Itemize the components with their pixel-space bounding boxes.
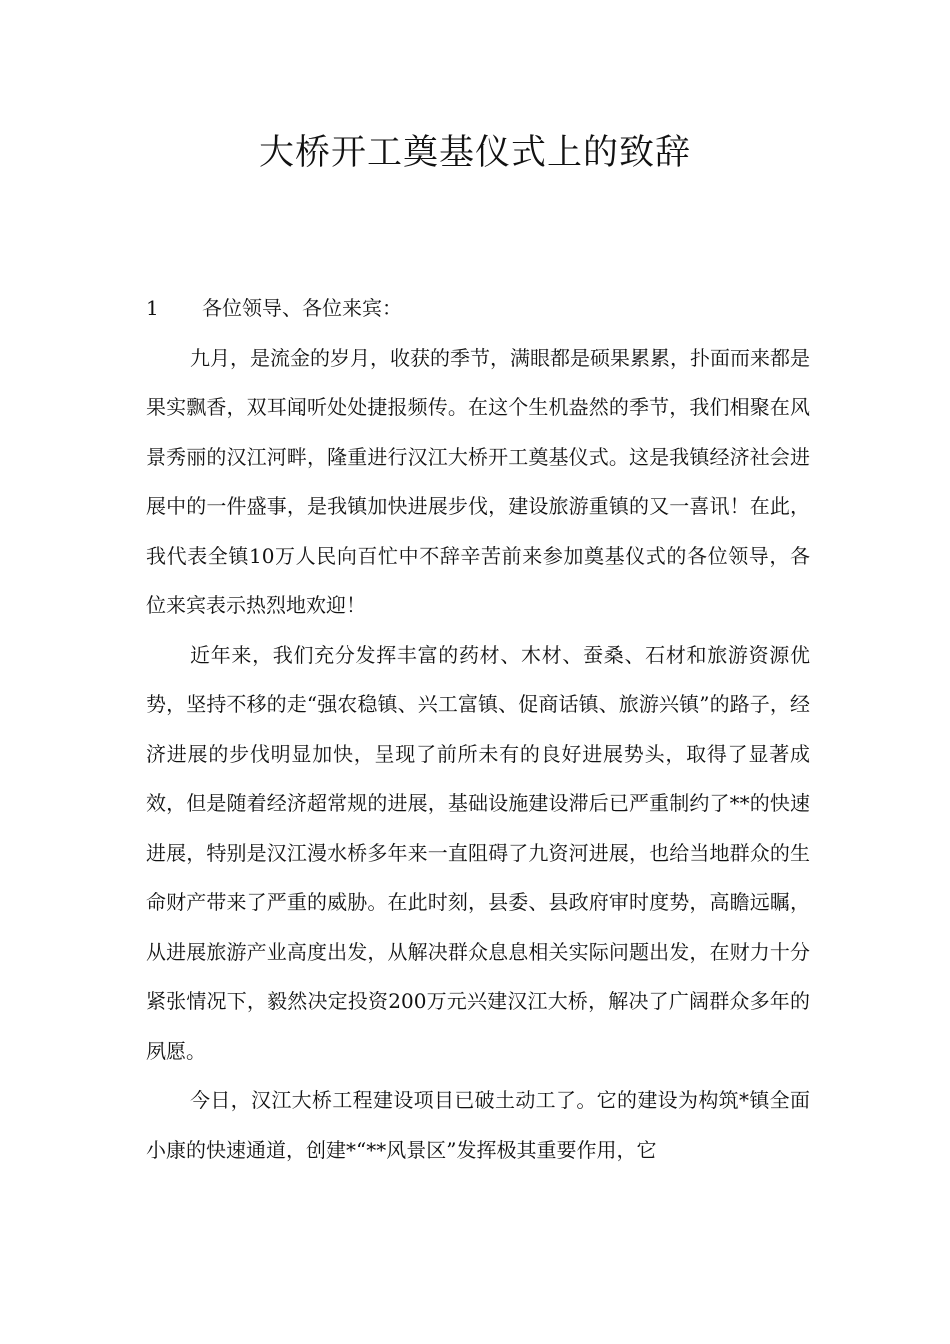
paragraph-3: 今日，汉江大桥工程建设项目已破土动工了。它的建设为构筑*镇全面小康的快速通道，创建*“**风景区”发挥极其重要作用，它 (146, 1088, 810, 1162)
paragraph-1: 九月，是流金的岁月，收获的季节，满眼都是硕果累累，扑面而来都是果实飘香，双耳闻听处处捷报频传。在这个生机盎然的季节，我们相聚在风景秀丽的汉江河畔，隆重进行汉江大桥开工奠基仪式。这是我镇经济社会进展中的一件盛事，是我镇加快进展步伐，建设旅游重镇的又一喜讯！在此，我代表全镇10万人民向百忙中不辞辛苦前来参加奠基仪式的各位领导，各位来宾表示热烈地欢迎！ (146, 345, 810, 617)
salutation-text: 各位领导、各位来宾： (202, 296, 402, 320)
salutation-number: 1 (146, 296, 159, 320)
paragraph-2: 近年来，我们充分发挥丰富的药材、木材、蚕桑、石材和旅游资源优势，坚持不移的走“强农稳镇、兴工富镇、促商话镇、旅游兴镇”的路子，经济进展的步伐明显加快，呈现了前所未有的良好进展势头，取得了显著成效，但是随着经济超常规的进展，基础设施建设滞后已严重制约了**的快速进展，特别是汉江漫水桥多年来一直阻碍了九资河进展，也给当地群众的生命财产带来了严重的威胁。在此时刻，县委、县政府审时度势，高瞻远瞩，从进展旅游产业高度出发，从解决群众息息相关实际问题出发，在财力十分紧张情况下，毅然决定投资200万元兴建汉江大桥，解决了广阔群众多年的夙愿。 (146, 642, 810, 1063)
document-body (146, 284, 810, 1175)
salutation-line (146, 284, 810, 334)
document-title: 大桥开工奠基仪式上的致辞 (258, 133, 691, 173)
